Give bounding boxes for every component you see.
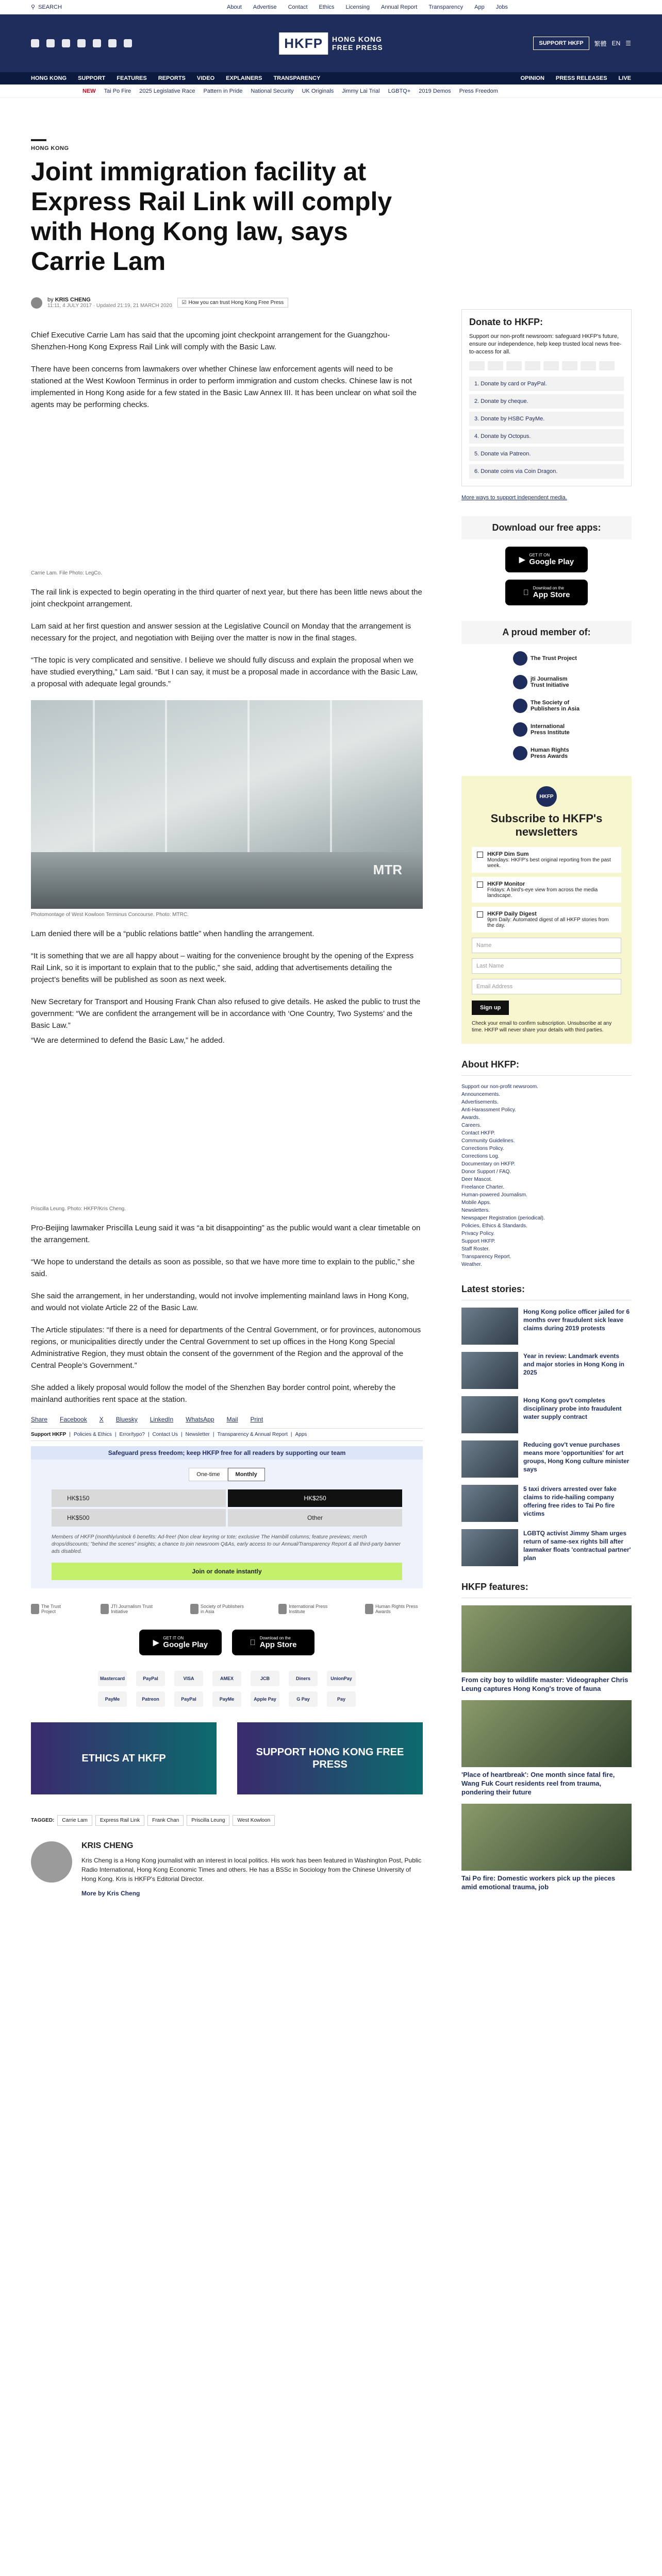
- more-ways-link[interactable]: More ways to support independent media.: [461, 495, 567, 501]
- trending-link[interactable]: Press Freedom: [459, 88, 498, 94]
- about-link[interactable]: Deer Mascot.: [461, 1177, 492, 1182]
- about-link[interactable]: Donor Support / FAQ.: [461, 1169, 511, 1175]
- facebook-icon[interactable]: [31, 39, 39, 47]
- last-name-input[interactable]: Last Name: [472, 958, 621, 974]
- paragraph: The rail link is expected to begin operating in the third quarter of next year, but there has been little news about the joint checkpoint arrangement.: [31, 588, 422, 608]
- about-link[interactable]: Transparency Report.: [461, 1254, 511, 1260]
- feature-title[interactable]: Tai Po fire: Domestic workers pick up the pieces amid emotional trauma, job: [461, 1874, 616, 1891]
- paragraph: There have been concerns from lawmakers over whether Chinese law enforcement agents will need to be stationed at the West Kowloon Terminus in order to perform immigration and custom checks. Chinese law is not implemented in Hong Kong aside for a few stated in the Basic Law Annex III. It has been unclear on what soil the agents may be performing checks.: [31, 365, 417, 409]
- latest-story[interactable]: [461, 1396, 632, 1433]
- paragraph: “We hope to understand the details as soon as possible, so that we have more time to explain to the public,” she said.: [31, 1258, 415, 1278]
- play-icon: ▶: [153, 1638, 159, 1647]
- share-facebook[interactable]: Facebook: [60, 1416, 87, 1423]
- member-item[interactable]: The Society of Publishers in Asia: [513, 699, 580, 713]
- lang-en[interactable]: EN: [611, 40, 621, 47]
- nav-item[interactable]: FEATURES: [117, 75, 147, 81]
- amount-option[interactable]: HK$500: [52, 1509, 226, 1527]
- trust-label: How you can trust Hong Kong Free Press: [188, 300, 284, 306]
- article-category[interactable]: HONG KONG: [31, 145, 69, 151]
- paragraph: Lam denied there will be a “public relations battle” when handling the arrangement.: [31, 929, 315, 938]
- support-link[interactable]: Support HKFP: [31, 1432, 67, 1437]
- story-title[interactable]: Year in review: Landmark events and major stories in Hong Kong in 2025: [523, 1352, 625, 1376]
- paragraph: Chief Executive Carrie Lam has said that the upcoming joint checkpoint arrangement for the Guangzhou-Shenzhen-Hong Kong Express Rail Link will comply with the Basic Law.: [31, 331, 390, 351]
- signup-button[interactable]: Sign up: [472, 1001, 509, 1015]
- top-utility-bar: [0, 0, 662, 14]
- latest-story[interactable]: [461, 1485, 632, 1522]
- paragraph: Lam said at her first question and answer session at the Legislative Council on Monday that the arrangement is necessary for the project, and negotiation with Beijing over the matter is now in the final stages.: [31, 622, 411, 642]
- newsletter-logo: HKFP: [536, 786, 557, 807]
- about-link[interactable]: Freelance Charter.: [461, 1184, 504, 1190]
- donate-option[interactable]: 5. Donate via Patreon.: [469, 447, 624, 461]
- donate-heading: Safeguard press freedom; keep HKFP free for all readers by supporting our team: [31, 1446, 423, 1460]
- by-label: by: [47, 297, 54, 303]
- share-print[interactable]: Print: [250, 1416, 263, 1423]
- sidebar-latest: [461, 1284, 632, 1566]
- story-thumbnail: [461, 1396, 518, 1433]
- site-logo[interactable]: [279, 32, 383, 55]
- about-link[interactable]: Corrections Policy.: [461, 1146, 504, 1151]
- paragraph: “We are determined to defend the Basic Law,” he added.: [31, 1036, 225, 1045]
- sidebar-about: [461, 1059, 632, 1268]
- member-logo[interactable]: JTI Journalism Trust Initiative: [101, 1604, 159, 1614]
- amount-option[interactable]: HK$150: [52, 1489, 226, 1507]
- sidebar-donate: [461, 309, 632, 486]
- donate-option[interactable]: 2. Donate by cheque.: [469, 394, 624, 409]
- donate-option[interactable]: 3. Donate by HSBC PayMe.: [469, 412, 624, 426]
- about-link[interactable]: Careers.: [461, 1123, 482, 1128]
- x-icon[interactable]: [46, 39, 55, 47]
- instagram-icon[interactable]: [62, 39, 70, 47]
- member-item[interactable]: The Trust Project: [513, 651, 580, 666]
- linkedin-icon[interactable]: [93, 39, 101, 47]
- topbar-link[interactable]: Jobs: [495, 4, 508, 10]
- newsletter-signup: [461, 776, 632, 1044]
- app-store-button[interactable]: Download on the App Store: [505, 580, 588, 605]
- share-x[interactable]: X: [99, 1416, 104, 1423]
- payment-logo: PayPal: [136, 1671, 165, 1686]
- author-box: [31, 1841, 423, 1897]
- payment-logo: Patreon: [136, 1691, 165, 1707]
- checkbox[interactable]: [477, 852, 483, 858]
- nav-item[interactable]: HONG KONG: [31, 75, 67, 81]
- about-link[interactable]: Corrections Log.: [461, 1154, 500, 1159]
- image-caption: Priscilla Leung. Photo: HKFP/Kris Cheng.: [31, 1206, 126, 1212]
- nav-item[interactable]: LIVE: [618, 75, 631, 81]
- frequency-toggle: [31, 1468, 423, 1481]
- about-link[interactable]: Staff Roster.: [461, 1246, 490, 1252]
- author-photo: [31, 1841, 72, 1883]
- feature-story[interactable]: [461, 1605, 632, 1693]
- share-whatsapp[interactable]: WhatsApp: [186, 1416, 214, 1423]
- donate-option[interactable]: 1. Donate by card or PayPal.: [469, 377, 624, 391]
- paragraph: “It is something that we are all happy about – waiting for the convenience brought by the opening of the Express Rail Link, so it is important to explain that to the public,” she said, adding that advertisements detailing the project’s benefits will be published as soon as next week.: [31, 952, 414, 984]
- topbar-link[interactable]: Ethics: [319, 4, 335, 10]
- story-title[interactable]: Reducing gov't venue purchases means more 'opportunities' for art groups, Hong Kong culture minister says: [523, 1441, 630, 1473]
- support-link[interactable]: Newsletter: [185, 1432, 210, 1437]
- support-link[interactable]: Error/typo?: [119, 1432, 145, 1437]
- tags-label: TAGGED:: [31, 1818, 55, 1823]
- newsletter-option[interactable]: HKFP Daily Digest 9pm Daily: Automated digest of all HKFP stories from the day.: [472, 907, 621, 933]
- payment-logo: PayMe: [212, 1691, 241, 1707]
- payment-logo: Apple Pay: [251, 1691, 279, 1707]
- story-thumbnail: [461, 1352, 518, 1389]
- article-title: Joint immigration facility at Express Rail Link will comply with Hong Kong law, says Carrie Lam: [31, 157, 392, 276]
- bluesky-icon[interactable]: [124, 39, 132, 47]
- about-link[interactable]: Community Guidelines.: [461, 1138, 515, 1144]
- feature-image: [461, 1804, 632, 1871]
- about-link[interactable]: Advertisements.: [461, 1099, 499, 1105]
- promo-banners: [31, 1722, 423, 1794]
- donate-note: Members of HKFP (monthly/unlock 6 benefits: Ad-free! (Non clear keyring or tote; exclusive The Hambill columns; feature previews; merch drops/discounts; "behind the scenes" insights; a chance to join newsroom Q&As, early access to our Annual/Transparency Report & all third-party banner ads disabled.: [52, 1534, 401, 1554]
- member-item[interactable]: jti Journalism Trust Initiative: [513, 675, 580, 689]
- story-thumbnail: [461, 1485, 518, 1522]
- feature-image: [461, 1605, 632, 1672]
- payment-methods: [31, 1671, 423, 1707]
- about-link[interactable]: Newspaper Registration (periodical).: [461, 1215, 545, 1221]
- feature-title[interactable]: 'Place of heartbreak': One month since fatal fire, Wang Fuk Court residents reel from trauma, pondering their future: [461, 1771, 615, 1796]
- tag[interactable]: Priscilla Leung: [187, 1815, 229, 1826]
- terminus-photo: [31, 700, 423, 909]
- member-item[interactable]: Human Rights Press Awards: [513, 746, 580, 760]
- support-link[interactable]: Contact Us: [152, 1432, 178, 1437]
- sidebar-donate-title: Donate to HKFP:: [469, 317, 543, 327]
- email-input[interactable]: Email Address: [472, 979, 621, 994]
- payment-logo: PayPal: [174, 1691, 203, 1707]
- trending-link[interactable]: Pattern in Pride: [203, 88, 243, 94]
- member-logo[interactable]: Society of Publishers in Asia: [190, 1604, 247, 1614]
- download-title: Download our free apps:: [461, 516, 632, 539]
- newsletter-note: Check your email to confirm subscription. Unsubscribe at any time. HKFP will never share your details with third parties.: [472, 1021, 612, 1033]
- amount-option-other[interactable]: Other: [228, 1509, 402, 1527]
- story-thumbnail: [461, 1440, 518, 1478]
- trending-link[interactable]: 2019 Demos: [419, 88, 451, 94]
- logo-mark: HKFP: [279, 32, 328, 55]
- paragraph: She added a likely proposal would follow the model of the Shenzhen Bay border control point, whereby the mainland authorities rent space at the station.: [31, 1383, 396, 1404]
- checkbox[interactable]: [477, 882, 483, 888]
- paragraph: “The topic is very complicated and sensitive. I believe we should fully discuss and explain the proposal when we have studied everything,” Lam said. “But I can say, it must be a proposal made in accordance with the Basic Law, a proposal with adequate legal grounds.”: [31, 656, 418, 688]
- lang-zh[interactable]: 繁體: [594, 40, 607, 47]
- freq-one-time[interactable]: One-time: [189, 1468, 227, 1481]
- about-link[interactable]: Support our non-profit newsroom.: [461, 1084, 538, 1090]
- about-link[interactable]: Contact HKFP.: [461, 1130, 495, 1136]
- shield-icon: ☑: [181, 300, 187, 306]
- latest-story[interactable]: [461, 1352, 632, 1389]
- about-title: About HKFP:: [461, 1059, 632, 1076]
- about-link[interactable]: Policies, Ethics & Standards.: [461, 1223, 527, 1229]
- ad-placeholder: [31, 421, 423, 550]
- about-link[interactable]: Documentary on HKFP.: [461, 1161, 516, 1167]
- apple-icon: [523, 588, 529, 597]
- payment-logo: Diners: [289, 1671, 318, 1686]
- latest-story[interactable]: [461, 1440, 632, 1478]
- youtube-icon[interactable]: [77, 39, 86, 47]
- topbar-link[interactable]: Licensing: [345, 4, 370, 10]
- support-hkfp-button[interactable]: SUPPORT HKFP: [533, 37, 589, 50]
- trending-link[interactable]: UK Originals: [302, 88, 334, 94]
- share-label: Share: [31, 1416, 48, 1423]
- support-link[interactable]: Apps: [295, 1432, 307, 1437]
- share-mail[interactable]: Mail: [226, 1416, 238, 1423]
- support-link[interactable]: Transparency & Annual Report: [217, 1432, 288, 1437]
- article-date: 11:11, 4 JULY 2017 · Updated 21:19, 21 MARCH 2020: [47, 303, 172, 309]
- sidebar-proud-member: [461, 621, 632, 760]
- story-title[interactable]: LGBTQ activist Jimmy Sham urges return of same-sex rights bill after lawmaker floats 'contractual partner' plan: [523, 1530, 631, 1562]
- newsletter-option[interactable]: HKFP Monitor Fridays: A bird's-eye view from across the media landscape.: [472, 877, 621, 903]
- payment-logo: AMEX: [212, 1671, 241, 1686]
- trending-link[interactable]: LGBTQ+: [388, 88, 411, 94]
- ethics-banner[interactable]: ETHICS AT HKFP: [31, 1722, 217, 1794]
- tag-list: [31, 1815, 423, 1826]
- image-caption: Carrie Lam. File Photo: LegCo.: [31, 570, 102, 576]
- nav-item[interactable]: PRESS RELEASES: [555, 75, 607, 81]
- tag[interactable]: West Kowloon: [233, 1815, 275, 1826]
- topbar-link[interactable]: About: [227, 4, 242, 10]
- newsletter-option[interactable]: HKFP Dim Sum Mondays: HKFP's best original reporting from the past week.: [472, 847, 621, 873]
- main-nav: [0, 72, 662, 84]
- member-logo[interactable]: The Trust Project: [31, 1604, 70, 1614]
- byline: [31, 297, 423, 309]
- nav-item[interactable]: OPINION: [520, 75, 544, 81]
- payment-logo: Mastercard: [98, 1671, 127, 1686]
- search-link[interactable]: SEARCH: [38, 4, 62, 10]
- topbar-link[interactable]: Contact: [288, 4, 308, 10]
- join-donate-button[interactable]: Join or donate instantly: [52, 1563, 402, 1580]
- member-logos-row: [31, 1604, 423, 1614]
- google-play-button[interactable]: ▶ GET IT ON Google Play: [139, 1630, 222, 1655]
- about-link[interactable]: Human-powered Journalism.: [461, 1192, 527, 1198]
- member-item[interactable]: International Press Institute: [513, 722, 580, 737]
- new-badge: NEW: [82, 88, 96, 94]
- latest-story[interactable]: [461, 1308, 632, 1345]
- paragraph: The Article stipulates: “If there is a need for departments of the Central Government, or for provinces, autonomous regions, or municipalities directly under the Central Government to set up offices in the Hong Kong Special Administrative Region, they must obtain the consent of the government of the Region and the approval of the Central People’s Government.”: [31, 1326, 421, 1370]
- donate-option[interactable]: 6. Donate coins via Coin Dragon.: [469, 464, 624, 479]
- payment-logo: VISA: [174, 1671, 203, 1686]
- story-title[interactable]: 5 taxi drivers arrested over fake claims to ride-hailing company offering free rides to Tai Po fire victims: [523, 1485, 617, 1517]
- payment-logo: UnionPay: [327, 1671, 356, 1686]
- payment-logo: Pay: [327, 1691, 356, 1707]
- feature-image: [461, 1700, 632, 1767]
- tag[interactable]: Carrie Lam: [57, 1815, 92, 1826]
- feature-story[interactable]: [461, 1700, 632, 1797]
- share-bluesky[interactable]: Bluesky: [115, 1416, 138, 1423]
- google-play-button[interactable]: ▶ GET IT ON Google Play: [505, 547, 588, 572]
- name-input[interactable]: Name: [472, 938, 621, 953]
- threads-icon[interactable]: [108, 39, 117, 47]
- checkbox[interactable]: [477, 911, 483, 918]
- article: [31, 139, 423, 1897]
- amount-option-selected[interactable]: HK$250: [228, 1489, 402, 1507]
- paragraph: She said the arrangement, in her understanding, would not involve implementing mainland laws in Hong Kong, and would not violate Article 22 of the Basic Law.: [31, 1292, 409, 1312]
- story-title[interactable]: Hong Kong gov't completes disciplinary probe into fraudulent water supply contract: [523, 1397, 622, 1420]
- more-by-author-link[interactable]: More by Kris Cheng: [81, 1890, 140, 1897]
- sidebar: [461, 309, 632, 1907]
- story-thumbnail: [461, 1529, 518, 1566]
- sidebar-features: [461, 1582, 632, 1891]
- mtr-logo: MTR: [373, 862, 402, 877]
- topbar-link[interactable]: Advertise: [253, 4, 277, 10]
- feature-title[interactable]: From city boy to wildlife master: Videographer Chris Leung captures Hong Kong's trove of fauna: [461, 1676, 628, 1692]
- tag[interactable]: Express Rail Link: [95, 1815, 144, 1826]
- payment-logo: JCB: [251, 1671, 279, 1686]
- support-link[interactable]: Policies & Ethics: [73, 1432, 112, 1437]
- tag[interactable]: Frank Chan: [147, 1815, 184, 1826]
- about-link[interactable]: Mobile Apps.: [461, 1200, 491, 1206]
- trending-link[interactable]: Tai Po Fire: [104, 88, 131, 94]
- site-header: [0, 14, 662, 72]
- nav-item[interactable]: REPORTS: [158, 75, 186, 81]
- apple-icon: [250, 1638, 256, 1647]
- latest-story[interactable]: [461, 1529, 632, 1566]
- app-store-button[interactable]: Download on the App Store: [232, 1630, 315, 1655]
- ad-placeholder: [31, 1057, 423, 1185]
- payment-logo: G Pay: [289, 1691, 318, 1707]
- donate-widget: [31, 1446, 423, 1588]
- image-caption: Photomontage of West Kowloon Terminus Concourse. Photo: MTRC.: [31, 912, 189, 918]
- trending-link[interactable]: 2025 Legislative Race: [139, 88, 195, 94]
- share-bar: [31, 1416, 423, 1423]
- member-logo[interactable]: Human Rights Press Awards: [365, 1604, 423, 1614]
- about-link[interactable]: Newsletters.: [461, 1208, 490, 1213]
- about-link[interactable]: Awards.: [461, 1115, 480, 1121]
- donate-option[interactable]: 4. Donate by Octopus.: [469, 429, 624, 444]
- about-link[interactable]: Support HKFP.: [461, 1239, 495, 1244]
- nav-item[interactable]: SUPPORT: [78, 75, 106, 81]
- about-link[interactable]: Anti-Harassment Policy.: [461, 1107, 516, 1113]
- freq-monthly[interactable]: Monthly: [228, 1468, 265, 1481]
- proud-title: A proud member of:: [461, 621, 632, 644]
- paragraph: New Secretary for Transport and Housing Frank Chan also refused to give details. He asked the public to trust the government: “We are confident the arrangement will be in accordance with ‘One Country, Two Systems’ and the Basic Law.”: [31, 997, 421, 1030]
- about-link[interactable]: Privacy Policy.: [461, 1231, 495, 1236]
- app-buttons: [31, 1630, 423, 1655]
- trending-bar: [0, 84, 662, 98]
- support-banner[interactable]: SUPPORT HONG KONG FREE PRESS: [237, 1722, 423, 1794]
- sidebar-donate-intro: Support our non-profit newsroom: safeguard HKFP's future, ensure our independence, help keep trusted local news free-to-access for all.: [469, 333, 622, 355]
- payment-logo: PayMe: [98, 1691, 127, 1707]
- logo-line1: HONG KONG: [332, 35, 382, 43]
- story-title[interactable]: Hong Kong police officer jailed for 6 months over fraudulent sick leave claims during 2019 protests: [523, 1308, 630, 1332]
- author-avatar: [31, 297, 42, 309]
- feature-story[interactable]: [461, 1804, 632, 1891]
- topbar-link[interactable]: Transparency: [428, 4, 464, 10]
- member-logo[interactable]: International Press Institute: [278, 1604, 334, 1614]
- author-bio: Kris Cheng is a Hong Kong journalist with an interest in local politics. His work has been featured in Washington Post, Public Radio International, Hong Kong Economic Times and others. He has a BSSc in Sociology from the Chinese University of Hong Kong. Kris is HKFP's Editorial Director.: [81, 1857, 422, 1883]
- play-icon: ▶: [519, 555, 525, 564]
- card-logos: [462, 361, 631, 370]
- newsletter-title: Subscribe to HKFP's newsletters: [490, 812, 603, 838]
- about-link[interactable]: Announcements.: [461, 1092, 501, 1097]
- sidebar-apps: [461, 516, 632, 605]
- trust-badge[interactable]: [177, 298, 289, 308]
- menu-icon[interactable]: ☰: [625, 40, 631, 47]
- topbar-link[interactable]: Annual Report: [380, 4, 418, 10]
- share-linkedin[interactable]: LinkedIn: [150, 1416, 174, 1423]
- features-title: HKFP features:: [461, 1582, 632, 1598]
- logo-line2: FREE PRESS: [332, 43, 383, 52]
- support-links: Support HKFP | Policies & Ethics | Error/typo? | Contact Us | Newsletter | Transparency & Annual Report | Apps: [31, 1428, 423, 1441]
- nav-item[interactable]: VIDEO: [196, 75, 215, 81]
- trending-link[interactable]: Jimmy Lai Trial: [342, 88, 380, 94]
- author-link[interactable]: KRIS CHENG: [55, 297, 91, 303]
- amount-options: [52, 1489, 402, 1527]
- nav-item[interactable]: TRANSPARENCY: [273, 75, 321, 81]
- author-name[interactable]: KRIS CHENG: [81, 1841, 134, 1850]
- latest-title: Latest stories:: [461, 1284, 632, 1300]
- about-link[interactable]: Weather.: [461, 1262, 482, 1267]
- topbar-link[interactable]: App: [474, 4, 485, 10]
- nav-item[interactable]: EXPLAINERS: [226, 75, 262, 81]
- trending-link[interactable]: National Security: [251, 88, 294, 94]
- kicker-rule: [31, 139, 46, 141]
- story-thumbnail: [461, 1308, 518, 1345]
- search-icon[interactable]: ⚲: [31, 4, 36, 10]
- paragraph: Pro-Beijing lawmaker Priscilla Leung said it was “a bit disappointing” as the public would want a clear timetable on the arrangement.: [31, 1224, 421, 1244]
